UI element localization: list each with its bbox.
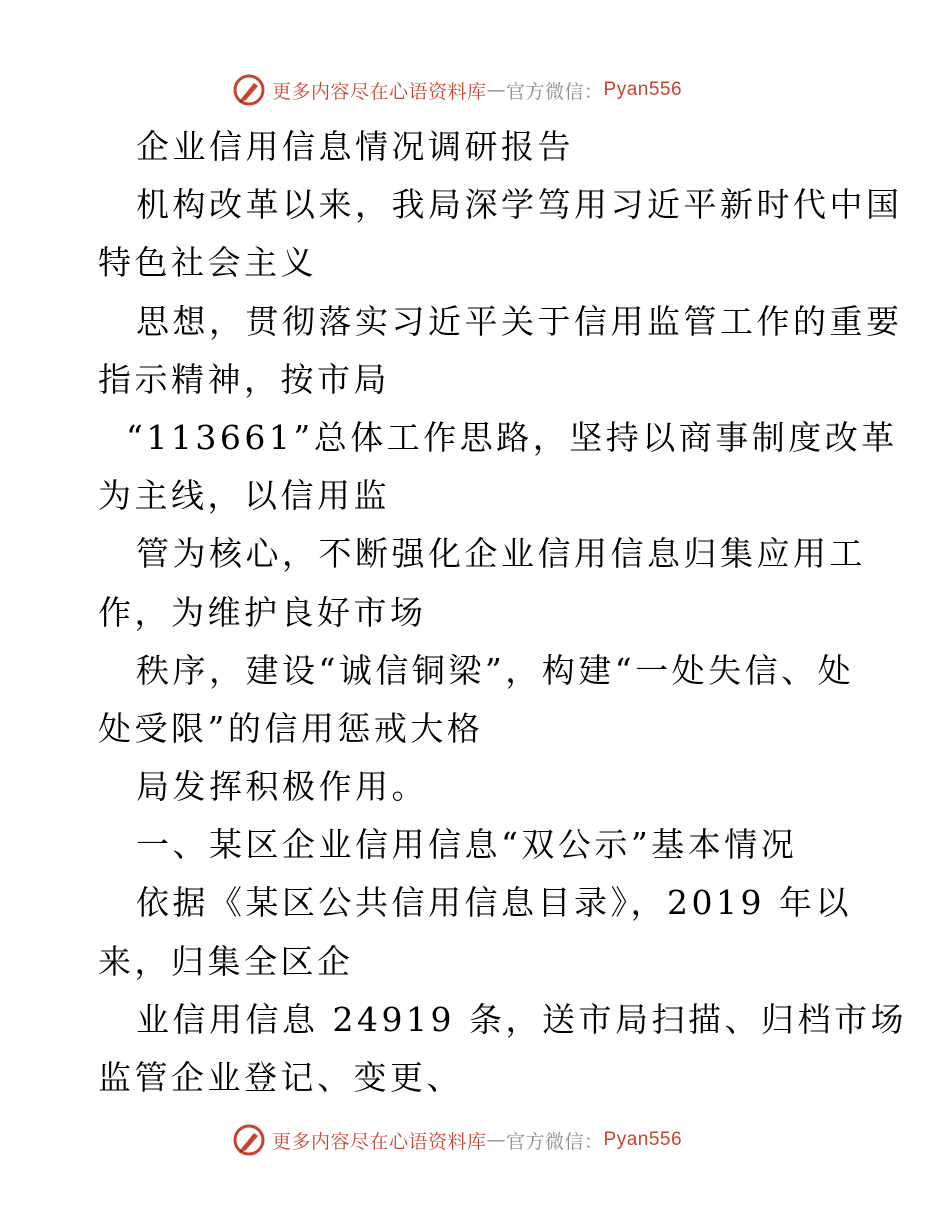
paragraph-line: 监管企业登记、变更、 xyxy=(98,1058,463,1097)
document-body xyxy=(98,118,907,1107)
paragraph-line: 处受限”的信用惩戒大格 xyxy=(98,708,484,748)
watermark-footer xyxy=(232,1120,732,1160)
paragraph-line: 秩序，建设“诚信铜梁”，构建“一处失信、处 xyxy=(136,650,855,690)
pen-circle-logo-icon xyxy=(232,1123,266,1157)
watermark-header xyxy=(232,70,732,110)
watermark-brand: 更多内容尽在心语资料库 xyxy=(272,80,487,103)
paragraph-line: 业信用信息 24919 条，送市局扫描、归档市场 xyxy=(136,999,907,1039)
pen-circle-logo-icon xyxy=(232,73,266,107)
watermark-official-label: 官方微信： xyxy=(506,80,604,103)
paragraph-line: 局发挥积极作用。 xyxy=(136,767,428,807)
watermark-dash: — xyxy=(486,79,507,101)
paragraph-line: 机构改革以来，我局深学笃用习近平新时代中国 xyxy=(136,185,903,225)
section-heading: 一、某区企业信用信息“双公示”基本情况 xyxy=(136,825,798,865)
paragraph-line: 作，为维护良好市场 xyxy=(98,592,427,632)
paragraph-line: 来，归集全区企 xyxy=(98,941,354,981)
watermark-official-label: 官方微信： xyxy=(506,1130,604,1153)
watermark-dash: — xyxy=(486,1129,507,1151)
paragraph-line: 思想，贯彻落实习近平关于信用监管工作的重要 xyxy=(136,301,903,341)
watermark-wechat-id: Pyan556 xyxy=(603,1129,683,1150)
paragraph-line: 为主线，以信用监 xyxy=(98,476,390,516)
watermark-brand: 更多内容尽在心语资料库 xyxy=(272,1130,487,1153)
watermark-wechat-id: Pyan556 xyxy=(603,79,683,100)
paragraph-line: “113661”总体工作思路，坚持以商事制度改革 xyxy=(126,417,898,457)
document-title: 企业信用信息情况调研报告 xyxy=(136,127,574,166)
paragraph-line: 依据《某区公共信用信息目录》，2019 年以 xyxy=(136,883,852,923)
paragraph-line: 指示精神，按市局 xyxy=(98,359,390,399)
paragraph-line: 管为核心，不断强化企业信用信息归集应用工 xyxy=(136,534,866,574)
paragraph-line: 特色社会主义 xyxy=(98,243,317,283)
